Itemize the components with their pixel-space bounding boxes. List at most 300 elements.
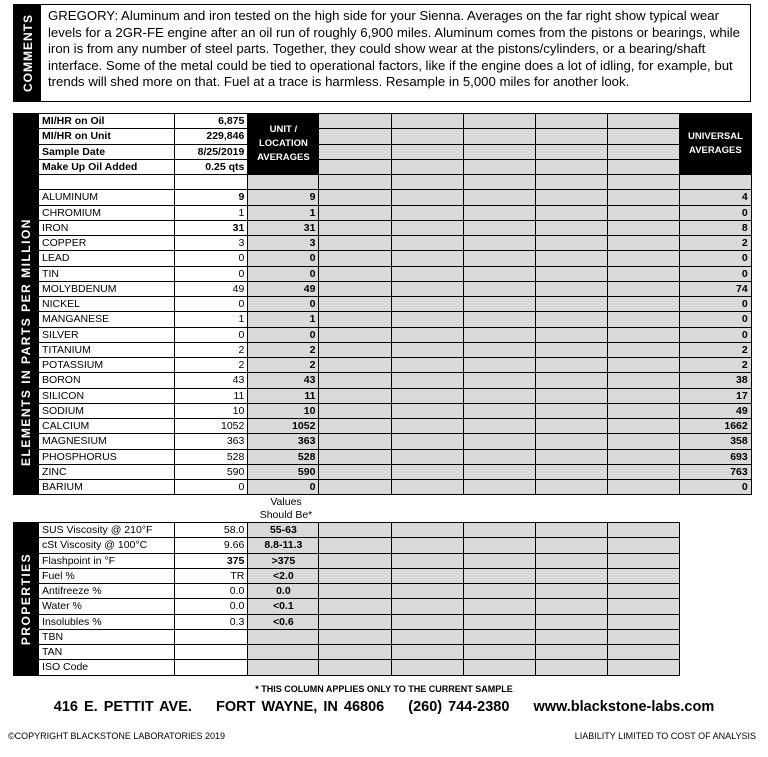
element-name: TITANIUM bbox=[39, 342, 175, 357]
property-name: Water % bbox=[39, 599, 175, 614]
blank-cell bbox=[463, 434, 535, 449]
universal-row bbox=[680, 266, 752, 281]
universal-row bbox=[680, 464, 752, 479]
element-value: 590 bbox=[175, 464, 248, 479]
universal-row bbox=[680, 419, 752, 434]
blank-cell bbox=[319, 538, 391, 553]
property-name: Antifreeze % bbox=[39, 584, 175, 599]
blank-cell bbox=[463, 629, 535, 644]
element-row bbox=[14, 236, 680, 251]
universal-average-value: 358 bbox=[680, 434, 752, 449]
element-unit-average: 1 bbox=[248, 205, 319, 220]
blank-cell bbox=[463, 403, 535, 418]
universal-row bbox=[680, 480, 752, 495]
element-value: 10 bbox=[175, 403, 248, 418]
property-row bbox=[14, 568, 680, 583]
element-row bbox=[14, 342, 680, 357]
blank-cell bbox=[535, 419, 607, 434]
element-value: 0 bbox=[175, 327, 248, 342]
property-row bbox=[14, 645, 680, 660]
blank-cell bbox=[463, 660, 535, 675]
blank-cell bbox=[607, 584, 679, 599]
property-row bbox=[14, 629, 680, 644]
universal-average-value: 0 bbox=[680, 327, 752, 342]
element-row bbox=[14, 449, 680, 464]
element-row bbox=[14, 464, 680, 479]
universal-averages-header: UNIVERSAL AVERAGES bbox=[680, 114, 752, 175]
universal-average-value: 763 bbox=[680, 464, 752, 479]
blank-cell bbox=[535, 220, 607, 235]
element-name: SILVER bbox=[39, 327, 175, 342]
liability-note: LIABILITY LIMITED TO COST OF ANALYSIS bbox=[574, 731, 756, 741]
blank-cell bbox=[607, 205, 679, 220]
universal-average-value: 8 bbox=[680, 220, 752, 235]
blank-cell bbox=[319, 327, 391, 342]
element-unit-average: 1 bbox=[248, 312, 319, 327]
element-unit-average: 2 bbox=[248, 342, 319, 357]
universal-row bbox=[680, 449, 752, 464]
blank-cell bbox=[607, 464, 679, 479]
universal-average-value: 0 bbox=[680, 480, 752, 495]
blank-cell bbox=[319, 660, 391, 675]
blank-cell bbox=[391, 523, 463, 538]
element-value: 3 bbox=[175, 236, 248, 251]
blank-cell bbox=[463, 449, 535, 464]
element-row bbox=[14, 358, 680, 373]
element-value: 0 bbox=[175, 480, 248, 495]
blank-cell bbox=[535, 297, 607, 312]
element-name: TIN bbox=[39, 266, 175, 281]
blank-cell bbox=[319, 342, 391, 357]
blank-cell bbox=[535, 236, 607, 251]
blank-cell bbox=[607, 236, 679, 251]
universal-average-value: 17 bbox=[680, 388, 752, 403]
comments-text: GREGORY: Aluminum and iron tested on the high side for your Sienna. Averages on the far right show typical wear levels for a 2GR-FE engine after an oil run of roughly 6,900 miles. Aluminum comes from the pistons or bearings, while iron is from any number of steel parts. Together, they could show wear at the pistons/cylinders, or a bearing/shaft interface. Some of the metal could be tied to operational factors, like if the engine does a lot of idling, for example, but trends will shed more on that. Fuel at a trace is harmless. Resample in 5,000 miles for another look. bbox=[48, 8, 740, 90]
property-should-be: <0.6 bbox=[248, 614, 319, 629]
property-value: 58.0 bbox=[175, 523, 248, 538]
universal-row bbox=[680, 251, 752, 266]
element-row bbox=[14, 312, 680, 327]
universal-row bbox=[680, 388, 752, 403]
blank-cell bbox=[391, 205, 463, 220]
blank-cell bbox=[463, 266, 535, 281]
universal-average-value: 0 bbox=[680, 297, 752, 312]
blank-cell bbox=[391, 144, 463, 159]
footnote: * THIS COLUMN APPLIES ONLY TO THE CURRENT SAMPLE bbox=[255, 684, 513, 694]
spacer-cell bbox=[248, 175, 319, 190]
element-unit-average: 0 bbox=[248, 251, 319, 266]
element-name: IRON bbox=[39, 220, 175, 235]
blank-cell bbox=[391, 403, 463, 418]
element-value: 1 bbox=[175, 205, 248, 220]
element-unit-average: 3 bbox=[248, 236, 319, 251]
blank-cell bbox=[463, 342, 535, 357]
universal-row bbox=[680, 434, 752, 449]
blank-cell bbox=[535, 523, 607, 538]
unit-averages-header: UNIT / LOCATION AVERAGES bbox=[248, 114, 319, 175]
universal-average-value: 74 bbox=[680, 281, 752, 296]
header-side-cell bbox=[14, 114, 39, 190]
blank-cell bbox=[319, 568, 391, 583]
blank-cell bbox=[463, 220, 535, 235]
blank-cell bbox=[535, 568, 607, 583]
property-row bbox=[14, 553, 680, 568]
blank-cell bbox=[463, 388, 535, 403]
element-unit-average: 2 bbox=[248, 358, 319, 373]
property-should-be: 8.8-11.3 bbox=[248, 538, 319, 553]
spacer-cell bbox=[680, 175, 752, 190]
blank-cell bbox=[391, 584, 463, 599]
universal-average-value: 1662 bbox=[680, 419, 752, 434]
element-row bbox=[14, 419, 680, 434]
universal-row bbox=[680, 205, 752, 220]
blank-cell bbox=[607, 342, 679, 357]
blank-cell bbox=[535, 388, 607, 403]
element-unit-average: 0 bbox=[248, 480, 319, 495]
property-should-be: <0.1 bbox=[248, 599, 319, 614]
blank-cell bbox=[463, 175, 535, 190]
element-unit-average: 10 bbox=[248, 403, 319, 418]
property-should-be bbox=[248, 629, 319, 644]
blank-cell bbox=[607, 159, 679, 174]
blank-cell bbox=[319, 403, 391, 418]
header-label: Sample Date bbox=[39, 144, 175, 159]
element-name: ZINC bbox=[39, 464, 175, 479]
blank-cell bbox=[463, 297, 535, 312]
blank-cell bbox=[607, 327, 679, 342]
blank-cell bbox=[535, 159, 607, 174]
blank-cell bbox=[607, 144, 679, 159]
blank-cell bbox=[391, 419, 463, 434]
property-value bbox=[175, 660, 248, 675]
element-row bbox=[14, 190, 680, 205]
blank-cell bbox=[607, 403, 679, 418]
property-should-be: <2.0 bbox=[248, 568, 319, 583]
element-row bbox=[14, 373, 680, 388]
blank-cell bbox=[319, 220, 391, 235]
blank-cell bbox=[463, 599, 535, 614]
blank-cell bbox=[535, 645, 607, 660]
blank-cell bbox=[607, 614, 679, 629]
element-unit-average: 43 bbox=[248, 373, 319, 388]
property-value: 0.0 bbox=[175, 599, 248, 614]
universal-row bbox=[680, 342, 752, 357]
property-should-be bbox=[248, 660, 319, 675]
element-name: MOLYBDENUM bbox=[39, 281, 175, 296]
blank-cell bbox=[319, 159, 391, 174]
header-label: Make Up Oil Added bbox=[39, 159, 175, 174]
blank-cell bbox=[607, 480, 679, 495]
blank-cell bbox=[319, 373, 391, 388]
blank-cell bbox=[463, 419, 535, 434]
universal-average-value: 2 bbox=[680, 236, 752, 251]
element-value: 2 bbox=[175, 342, 248, 357]
universal-row bbox=[680, 312, 752, 327]
blank-cell bbox=[607, 538, 679, 553]
blank-cell bbox=[607, 629, 679, 644]
blank-cell bbox=[319, 434, 391, 449]
blank-cell bbox=[535, 205, 607, 220]
blank-cell bbox=[607, 373, 679, 388]
blank-cell bbox=[319, 645, 391, 660]
blank-cell bbox=[607, 312, 679, 327]
blank-cell bbox=[607, 297, 679, 312]
blank-cell bbox=[607, 220, 679, 235]
blank-cell bbox=[391, 614, 463, 629]
blank-cell bbox=[607, 434, 679, 449]
universal-average-value: 693 bbox=[680, 449, 752, 464]
property-value bbox=[175, 645, 248, 660]
blank-cell bbox=[607, 175, 679, 190]
property-name: cSt Viscosity @ 100°C bbox=[39, 538, 175, 553]
element-row bbox=[14, 327, 680, 342]
element-value: 9 bbox=[175, 190, 248, 205]
blank-cell bbox=[463, 614, 535, 629]
element-unit-average: 0 bbox=[248, 266, 319, 281]
blank-cell bbox=[607, 660, 679, 675]
phone: (260) 744-2380 bbox=[408, 699, 510, 715]
blank-cell bbox=[463, 645, 535, 660]
blank-cell bbox=[535, 175, 607, 190]
blank-cell bbox=[391, 553, 463, 568]
blank-cell bbox=[607, 419, 679, 434]
blank-cell bbox=[391, 114, 463, 129]
element-value: 11 bbox=[175, 388, 248, 403]
blank-cell bbox=[391, 434, 463, 449]
blank-cell bbox=[607, 599, 679, 614]
element-value: 2 bbox=[175, 358, 248, 373]
blank-cell bbox=[391, 599, 463, 614]
blank-cell bbox=[463, 159, 535, 174]
blank-cell bbox=[391, 449, 463, 464]
blank-cell bbox=[607, 251, 679, 266]
blank-cell bbox=[391, 129, 463, 144]
elements-side-label bbox=[14, 190, 39, 495]
blank-cell bbox=[535, 144, 607, 159]
blank-cell bbox=[607, 358, 679, 373]
universal-averages-table bbox=[679, 113, 752, 495]
element-name: MANGANESE bbox=[39, 312, 175, 327]
property-row bbox=[14, 614, 680, 629]
comments-box bbox=[13, 4, 751, 102]
blank-cell bbox=[607, 645, 679, 660]
property-name: Fuel % bbox=[39, 568, 175, 583]
header-row bbox=[14, 159, 680, 174]
blank-cell bbox=[319, 297, 391, 312]
universal-average-value: 0 bbox=[680, 312, 752, 327]
blank-cell bbox=[319, 251, 391, 266]
property-should-be: 0.0 bbox=[248, 584, 319, 599]
element-value: 0 bbox=[175, 266, 248, 281]
universal-row bbox=[680, 297, 752, 312]
blank-cell bbox=[535, 584, 607, 599]
header-value: 229,846 bbox=[175, 129, 248, 144]
element-row bbox=[14, 251, 680, 266]
comments-label: COMMENTS bbox=[14, 5, 41, 101]
spacer-cell bbox=[175, 175, 248, 190]
blank-cell bbox=[607, 281, 679, 296]
universal-row bbox=[680, 220, 752, 235]
universal-average-value: 2 bbox=[680, 342, 752, 357]
blank-cell bbox=[535, 480, 607, 495]
universal-row bbox=[680, 358, 752, 373]
element-value: 363 bbox=[175, 434, 248, 449]
blank-cell bbox=[535, 129, 607, 144]
header-label: MI/HR on Oil bbox=[39, 114, 175, 129]
element-value: 49 bbox=[175, 281, 248, 296]
property-name: Flashpoint in °F bbox=[39, 553, 175, 568]
blank-cell bbox=[607, 114, 679, 129]
element-row bbox=[14, 266, 680, 281]
blank-cell bbox=[319, 464, 391, 479]
property-row bbox=[14, 599, 680, 614]
blank-cell bbox=[319, 358, 391, 373]
blank-cell bbox=[319, 129, 391, 144]
blank-cell bbox=[319, 388, 391, 403]
property-value: 9.66 bbox=[175, 538, 248, 553]
property-row bbox=[14, 584, 680, 599]
property-should-be: >375 bbox=[248, 553, 319, 568]
blank-cell bbox=[535, 449, 607, 464]
blank-cell bbox=[391, 568, 463, 583]
blank-cell bbox=[319, 190, 391, 205]
blank-cell bbox=[463, 281, 535, 296]
blank-cell bbox=[319, 584, 391, 599]
blank-cell bbox=[607, 190, 679, 205]
blank-cell bbox=[319, 175, 391, 190]
property-value: 0.3 bbox=[175, 614, 248, 629]
header-label: MI/HR on Unit bbox=[39, 129, 175, 144]
universal-average-value: 38 bbox=[680, 373, 752, 388]
blank-cell bbox=[391, 358, 463, 373]
blank-cell bbox=[535, 281, 607, 296]
header-row bbox=[14, 114, 680, 129]
blank-cell bbox=[535, 464, 607, 479]
element-unit-average: 363 bbox=[248, 434, 319, 449]
element-unit-average: 31 bbox=[248, 220, 319, 235]
blank-cell bbox=[463, 251, 535, 266]
blank-cell bbox=[463, 144, 535, 159]
city: FORT WAYNE, IN 46806 bbox=[215, 699, 385, 715]
blank-cell bbox=[535, 660, 607, 675]
element-value: 1 bbox=[175, 312, 248, 327]
element-unit-average: 49 bbox=[248, 281, 319, 296]
universal-average-value: 0 bbox=[680, 266, 752, 281]
blank-cell bbox=[535, 342, 607, 357]
blank-cell bbox=[463, 114, 535, 129]
element-value: 0 bbox=[175, 297, 248, 312]
blank-cell bbox=[535, 434, 607, 449]
blank-cell bbox=[319, 599, 391, 614]
blank-cell bbox=[463, 464, 535, 479]
property-row bbox=[14, 523, 680, 538]
blank-cell bbox=[391, 251, 463, 266]
header-row bbox=[14, 144, 680, 159]
property-name: Insolubles % bbox=[39, 614, 175, 629]
blank-cell bbox=[319, 312, 391, 327]
blank-cell bbox=[463, 553, 535, 568]
header-row bbox=[14, 129, 680, 144]
blank-cell bbox=[391, 373, 463, 388]
universal-row bbox=[680, 403, 752, 418]
blank-cell bbox=[535, 251, 607, 266]
blank-cell bbox=[319, 205, 391, 220]
universal-average-value: 0 bbox=[680, 251, 752, 266]
blank-cell bbox=[391, 480, 463, 495]
blank-cell bbox=[535, 327, 607, 342]
element-value: 528 bbox=[175, 449, 248, 464]
blank-cell bbox=[391, 660, 463, 675]
blank-cell bbox=[535, 629, 607, 644]
blank-cell bbox=[463, 236, 535, 251]
element-name: MAGNESIUM bbox=[39, 434, 175, 449]
blank-cell bbox=[463, 312, 535, 327]
property-row bbox=[14, 538, 680, 553]
blank-cell bbox=[463, 205, 535, 220]
blank-cell bbox=[319, 236, 391, 251]
element-name: SILICON bbox=[39, 388, 175, 403]
blank-cell bbox=[535, 312, 607, 327]
element-name: LEAD bbox=[39, 251, 175, 266]
website-link[interactable]: www.blackstone-labs.com bbox=[533, 699, 715, 715]
element-unit-average: 1052 bbox=[248, 419, 319, 434]
blank-cell bbox=[535, 614, 607, 629]
element-name: CHROMIUM bbox=[39, 205, 175, 220]
properties-side-label bbox=[14, 523, 39, 676]
blank-cell bbox=[391, 629, 463, 644]
blank-cell bbox=[535, 373, 607, 388]
blank-cell bbox=[463, 358, 535, 373]
element-unit-average: 590 bbox=[248, 464, 319, 479]
blank-cell bbox=[319, 449, 391, 464]
element-name: SODIUM bbox=[39, 403, 175, 418]
property-value: 375 bbox=[175, 553, 248, 568]
property-name: TBN bbox=[39, 629, 175, 644]
blank-cell bbox=[535, 358, 607, 373]
blank-cell bbox=[319, 281, 391, 296]
blank-cell bbox=[463, 538, 535, 553]
blank-cell bbox=[535, 190, 607, 205]
blank-cell bbox=[319, 629, 391, 644]
universal-average-value: 49 bbox=[680, 403, 752, 418]
element-unit-average: 0 bbox=[248, 327, 319, 342]
header-value: 0.25 qts bbox=[175, 159, 248, 174]
element-row bbox=[14, 297, 680, 312]
universal-row bbox=[680, 281, 752, 296]
element-row bbox=[14, 388, 680, 403]
elements-side-text: ELEMENTS IN PARTS PER MILLION bbox=[19, 218, 34, 467]
blank-cell bbox=[391, 297, 463, 312]
blank-cell bbox=[607, 266, 679, 281]
blank-cell bbox=[391, 342, 463, 357]
universal-row bbox=[680, 190, 752, 205]
property-value bbox=[175, 629, 248, 644]
element-name: ALUMINUM bbox=[39, 190, 175, 205]
element-unit-average: 528 bbox=[248, 449, 319, 464]
blank-cell bbox=[607, 449, 679, 464]
blank-cell bbox=[319, 419, 391, 434]
element-unit-average: 11 bbox=[248, 388, 319, 403]
blank-cell bbox=[391, 281, 463, 296]
blank-cell bbox=[607, 523, 679, 538]
element-name: CALCIUM bbox=[39, 419, 175, 434]
element-name: BORON bbox=[39, 373, 175, 388]
blank-cell bbox=[535, 266, 607, 281]
blank-cell bbox=[463, 190, 535, 205]
property-name: TAN bbox=[39, 645, 175, 660]
blank-cell bbox=[463, 327, 535, 342]
blank-cell bbox=[391, 538, 463, 553]
